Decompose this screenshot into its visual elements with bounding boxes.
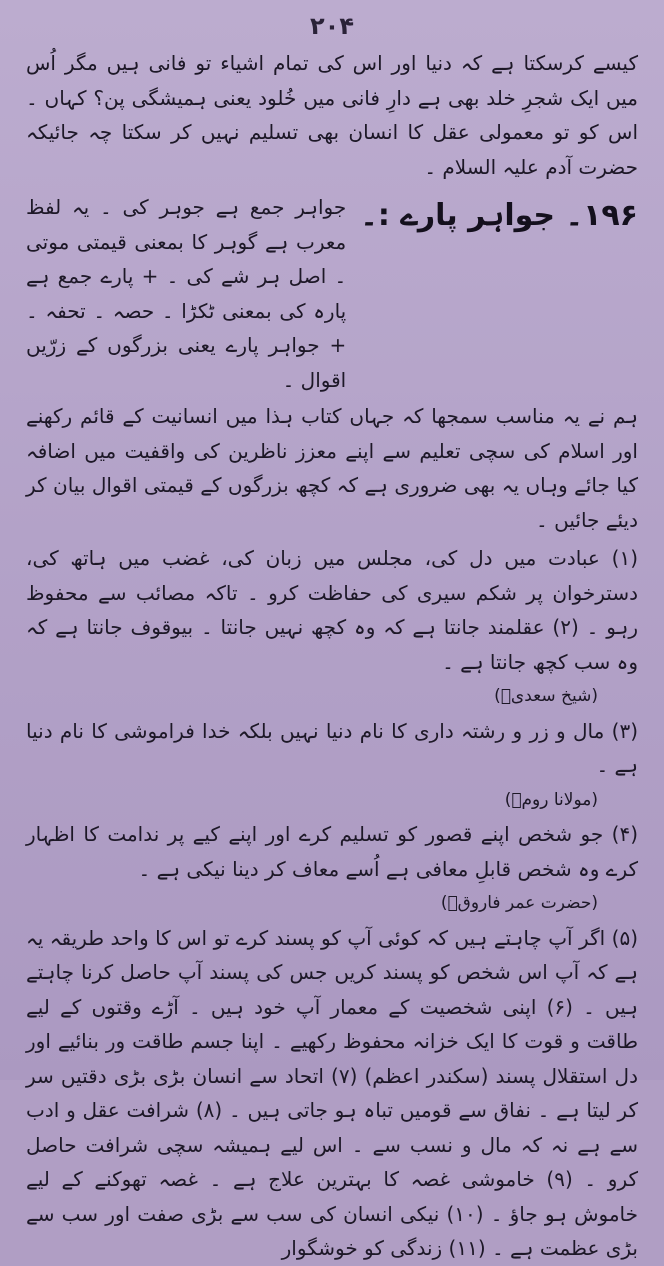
section-definition: جواہر جمع ہے جوہر کی ۔ یہ لفظ معرب ہے گوہر کا بمعنی قیمتی موتی ۔ اصل ہر شے کی ۔ + پارے جمع ہے پارہ کی بمعنی ٹکڑا ۔ حصہ ۔ تحفہ ۔ + جواہر پارے یعنی بزرگوں کے زرّیں اقوال ۔ [26, 195, 347, 392]
page-body [26, 46, 638, 1266]
section-heading-block [26, 190, 638, 397]
saying-item: (۳) مال و زر و رشتہ داری کا نام دنیا نہیں بلکہ خدا فراموشی کا نام دنیا ہے ۔ [26, 718, 638, 777]
saying-item: (۱) عبادت میں دل کی، مجلس میں زبان کی، غضب میں ہاتھ کی، دسترخوان پر شکم سیری کی حفاظت کرو ۔ تاکہ مصائب سے محفوظ رہو ۔ (۲) عقلمند جانتا ہے کہ وہ کچھ نہیں جانتا ۔ بیوقوف جانتا ہے کہ وہ سب کچھ جانتا ہے ۔ [26, 546, 638, 674]
preface-paragraph: ہم نے یہ مناسب سمجھا کہ جہاں کتاب ہذا میں انسانیت کے قائم رکھنے اور اسلام کی سچی تعلیم سے اپنے معزز ناظرین کی واقفیت میں اضافہ کیا جائے وہاں یہ بھی ضروری ہے کہ کچھ بزرگوں کے قیمتی اقوال بیان کر دیئے جائیں ۔ [26, 404, 638, 532]
saying-item: (۴) جو شخص اپنے قصور کو تسلیم کرے اور اپنے کیے پر ندامت کا اظہار کرے وہ شخص قابلِ معافی ہے اُسے معاف کر دینا نیکی ہے ۔ [26, 822, 638, 881]
saying-attribution: (شیخ سعدیؒ) [494, 686, 598, 706]
saying-attribution: (مولانا رومؒ) [504, 789, 598, 810]
intro-paragraph: کیسے کرسکتا ہے کہ دنیا اور اس کی تمام اشیاء تو فانی ہیں مگر اُس میں ایک شجرِ خلد بھی ہے دارِ فانی میں خُلود یعنی ہمیشگی پن؟ کہاں ۔ اس کو تو معمولی عقل کا انسان بھی تسلیم نہیں کر سکتا چہ جائیکہ حضرت آدم علیہ السلام ۔ [26, 51, 638, 179]
saying-item: (۵) اگر آپ چاہتے ہیں کہ کوئی آپ کو پسند کرے تو اس کا واحد طریقہ یہ ہے کہ آپ اس شخص کو پسند کریں جس کی پسند آپ حاصل کرنا چاہتے ہیں ۔ (۶) اپنی شخصیت کے معمار آپ خود ہیں ۔ آڑے وقتوں کے لیے طاقت و قوت کا ایک خزانہ محفوظ رکھیے ۔ اپنا جسم طاقت ور بنائیے اور دل استقلال پسند (سکندر اعظم) (۷) اتحاد سے انسان بڑی بڑی دقتیں سر کر لیتا ہے ۔ نفاق سے قومیں تباہ ہو جاتی ہیں ۔ (۸) شرافت عقل و ادب سے ہے نہ کہ مال و نسب سے ۔ اس لیے ہمیشہ سچی شرافت حاصل کرو ۔ (۹) خاموشی غصہ کا بہترین علاج ہے ۔ غصہ تھوکنے کے لیے خاموش ہو جاؤ ۔ (۱۰) نیکی انسان کی سب سے بڑی صفت اور سب سے بڑی عظمت ہے ۔ (۱۱) زندگی کو خوشگوار [26, 925, 639, 1260]
section-title: ۱۹۶۔ جواہر پارے :۔ [360, 198, 638, 233]
page-number: ۲۰۴ [310, 12, 354, 40]
saying-attribution: (حضرت عمر فاروقؓ) [440, 893, 598, 913]
